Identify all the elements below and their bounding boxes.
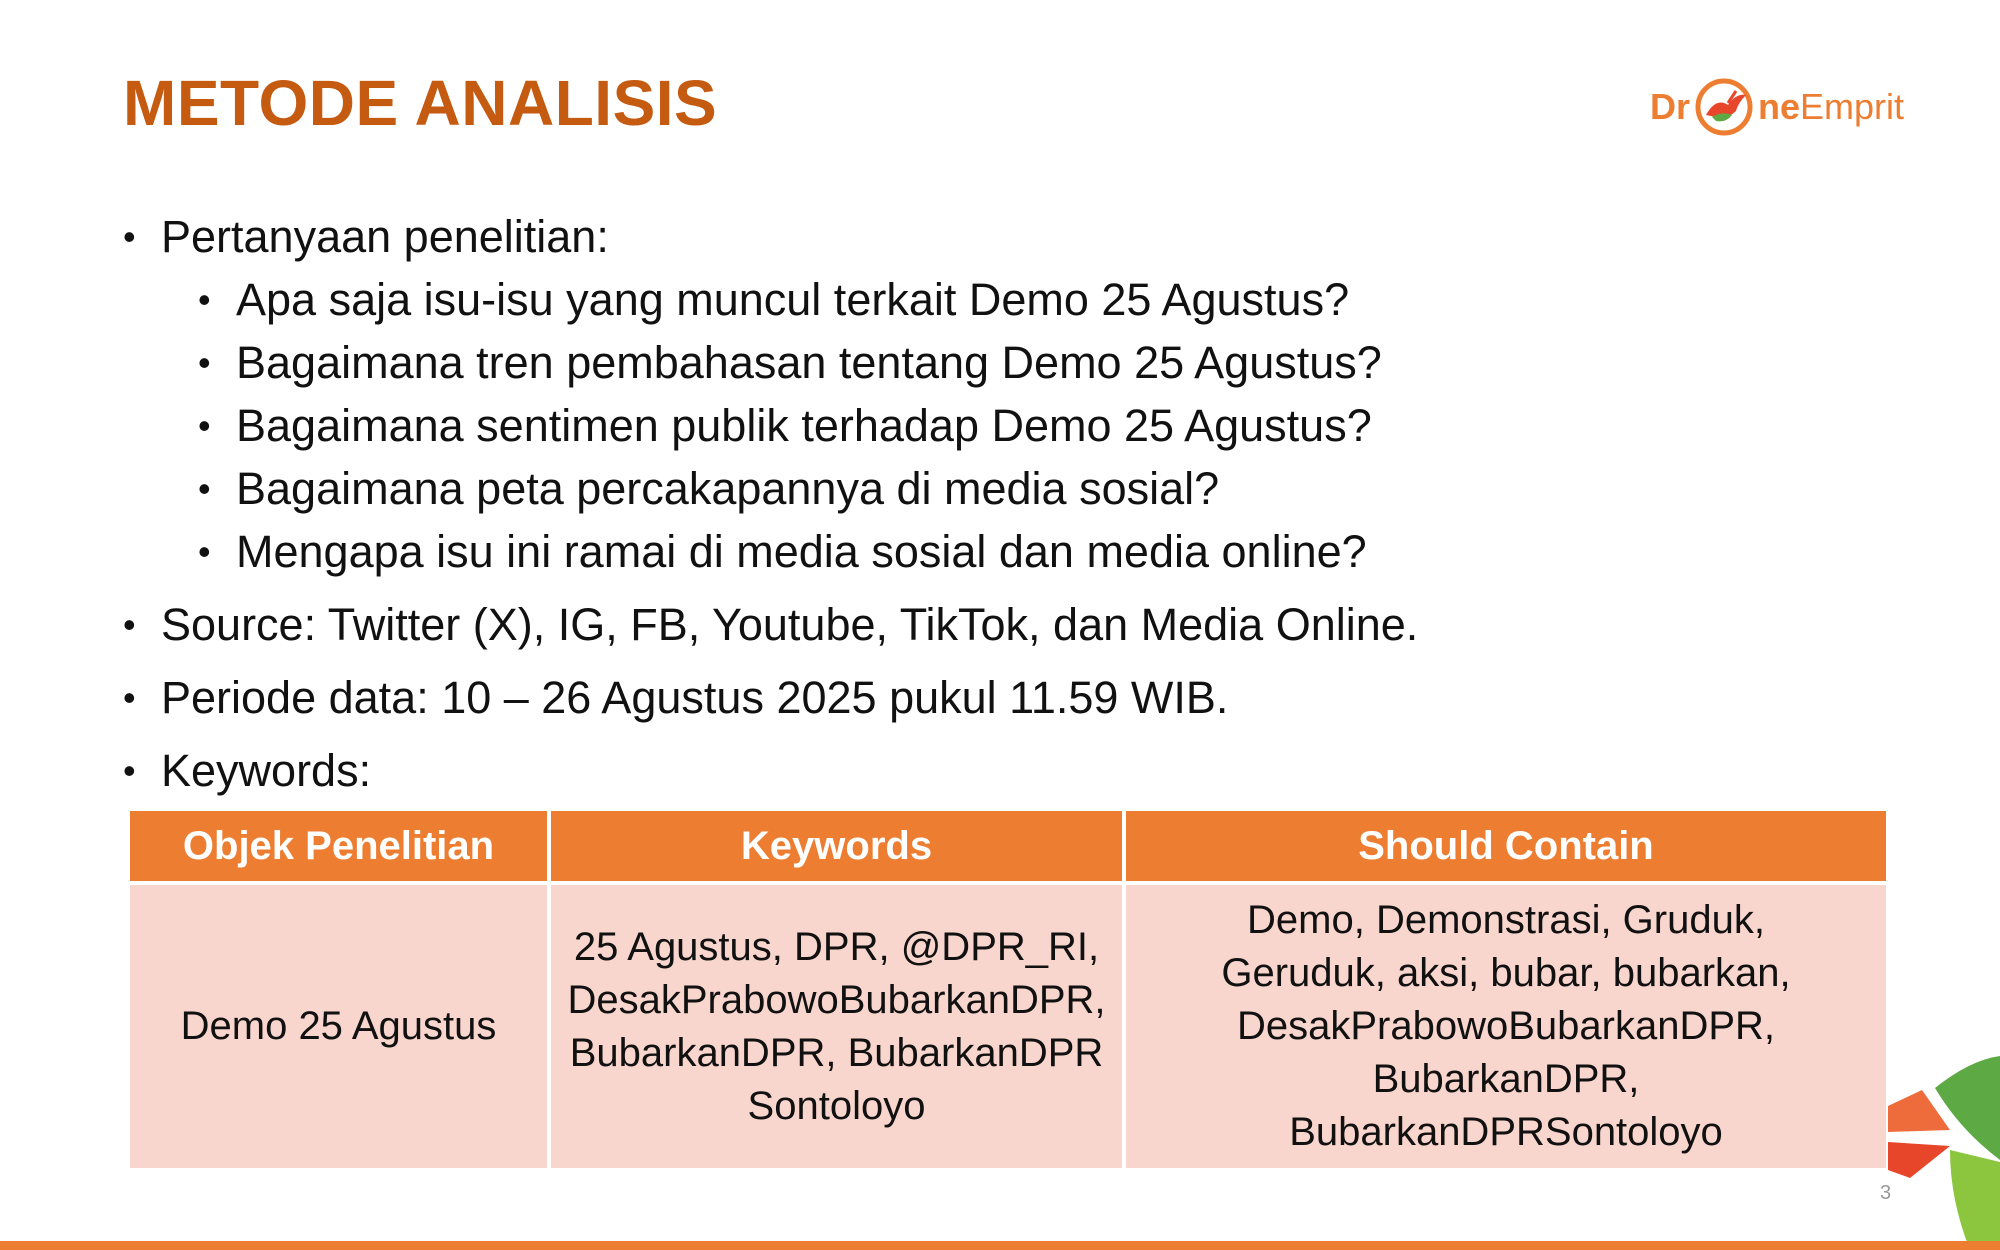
bullet-question: • Apa saja isu-isu yang muncul terkait Demo 25 Agustus?	[198, 268, 1823, 331]
footer-bar	[0, 1241, 2000, 1250]
page-number: 3	[1880, 1182, 1892, 1204]
logo-text-emprit: Emprit	[1800, 86, 1905, 127]
logo-text-dr: Dr	[1650, 86, 1691, 127]
drone-emprit-logo	[1650, 72, 1904, 142]
bullet-list	[123, 205, 1823, 802]
leaf-shapes-graphic	[1880, 1050, 2000, 1250]
bullet-question: • Bagaimana tren pembahasan tentang Demo 25 Agustus?	[198, 331, 1823, 394]
bullet-source: • Source: Twitter (X), IG, FB, Youtube, TikTok, dan Media Online.	[123, 593, 1823, 656]
cell-should-contain: Demo, Demonstrasi, Gruduk, Geruduk, aksi, bubar, bubarkan, DesakPrabowoBubarkanDPR, BubarkanDPR, BubarkanDPRSontoloyo	[1124, 883, 1888, 1170]
slide-title: METODE ANALISIS	[123, 67, 718, 139]
drone-bird-icon	[1692, 75, 1756, 139]
bullet-question: • Mengapa isu ini ramai di media sosial dan media online?	[198, 520, 1823, 583]
bullet-period: • Periode data: 10 – 26 Agustus 2025 pukul 11.59 WIB.	[123, 666, 1823, 729]
table-row	[128, 883, 1888, 1170]
bullet-question: • Bagaimana sentimen publik terhadap Demo 25 Agustus?	[198, 394, 1823, 457]
bullet-question: • Bagaimana peta percakapannya di media sosial?	[198, 457, 1823, 520]
cell-keywords: 25 Agustus, DPR, @DPR_RI, DesakPrabowoBubarkanDPR, BubarkanDPR, BubarkanDPRSontoloyo	[549, 883, 1124, 1170]
bullet-keywords-heading: • Keywords:	[123, 739, 1823, 802]
header-objek-penelitian: Objek Penelitian	[128, 809, 549, 883]
header-keywords: Keywords	[549, 809, 1124, 883]
cell-object: Demo 25 Agustus	[128, 883, 549, 1170]
bullet-research-questions: • Pertanyaan penelitian:	[123, 205, 1823, 268]
header-should-contain: Should Contain	[1124, 809, 1888, 883]
logo-text-ne: ne	[1758, 86, 1801, 127]
keywords-table	[126, 807, 1890, 1172]
table-header-row	[128, 809, 1888, 883]
